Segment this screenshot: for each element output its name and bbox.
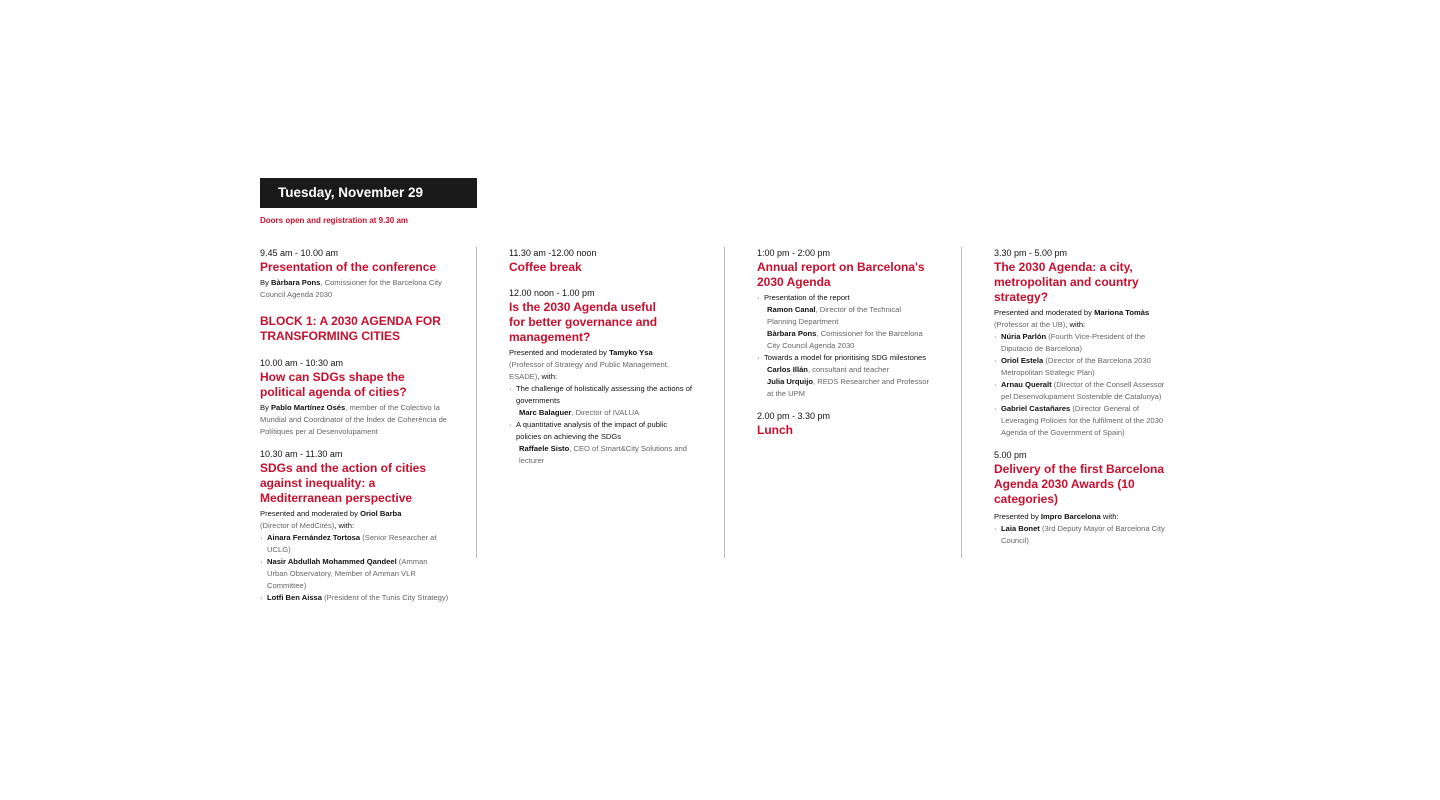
date-header: Tuesday, November 29 (260, 178, 477, 208)
panelist-item: · Núria Parlón (Fourth Vice-President of the Diputació de Barcelona) (994, 331, 1170, 355)
session-title: Delivery of the first Barcelona Agenda 2030 Awards (10 categories) (994, 462, 1165, 506)
session-title: Lunch (757, 423, 793, 437)
session-time: 9.45 am - 10.00 am (260, 248, 339, 258)
session-time: 5.00 pm (994, 450, 1027, 460)
talk-speaker: Carlos Illán, consultant and teacher (767, 365, 889, 374)
session-title: Presentation of the conference (260, 260, 437, 274)
session-moderator: Presented and moderated by Mariona Tomàs (Professor at the UB), with: (994, 308, 1150, 329)
talk-speaker: Julia Urquijo, REDS Researcher and Professor at the UPM (767, 377, 930, 398)
session-speaker: By Pablo Martínez Osés, member of the Colectivo la Mundial and Coordinator of the Índex de Coherència de Polítiques per al Desenvolupament (260, 403, 448, 436)
block-heading: BLOCK 1: A 2030 AGENDA FOR TRANSFORMING CITIES (260, 314, 441, 343)
session-title: The 2030 Agenda: a city, metropolitan and country strategy? (994, 260, 1139, 304)
session-presenter: Presented by Impro Barcelona with: (994, 512, 1119, 521)
column-divider (724, 247, 725, 558)
talk-item: · A quantitative analysis of the impact of public policies on achieving the SDGs (509, 419, 694, 443)
talk-speaker: Bàrbara Pons, Comissioner for the Barcelona City Council Agenda 2030 (767, 329, 923, 350)
schedule-column-1 (260, 247, 450, 604)
panelist-item: · Arnau Queralt (Director of the Consell Assessor pel Desenvolupament Sostenible de Catalunya) (994, 379, 1170, 403)
talk-speaker: Raffaele Sisto, CEO of Smart&City Solutions and lecturer (519, 444, 687, 465)
panelist-item: · Lotfi Ben Aissa (President of the Tunis City Strategy) (260, 592, 450, 604)
session-title: How can SDGs shape the political agenda of cities? (260, 370, 407, 399)
panelist-item: · Laia Bonet (3rd Deputy Mayor of Barcelona City Council) (994, 523, 1170, 547)
session-time: 10.30 am - 11.30 am (260, 449, 343, 459)
schedule-column-3 (757, 247, 932, 440)
talk-speaker: Ramon Canal, Director of the Technical Planning Department (767, 305, 902, 326)
column-divider (961, 247, 962, 558)
session-speaker: By Bàrbara Pons, Comissioner for the Barcelona City Council Agenda 2030 (260, 278, 442, 299)
talk-speaker: Marc Balaguer, Director of IVALUA (519, 408, 640, 417)
column-divider (476, 247, 477, 558)
panelist-item: · Oriol Estela (Director of the Barcelona 2030 Metropolitan Strategic Plan) (994, 355, 1170, 379)
schedule-column-2 (509, 247, 694, 467)
session-time: 10.00 am - 10:30 am (260, 358, 344, 368)
session-time: 11.30 am -12.00 noon (509, 248, 597, 258)
session-time: 12.00 noon - 1.00 pm (509, 288, 595, 298)
session-title: Coffee break (509, 260, 582, 274)
session-title: Annual report on Barcelona's 2030 Agenda (757, 260, 925, 289)
session-title: Is the 2030 Agenda useful for better governance and management? (509, 300, 658, 344)
talk-item: · The challenge of holistically assessing the actions of governments (509, 383, 694, 407)
talk-item: · Presentation of the report (757, 292, 932, 304)
panelist-item: · Gabriel Castañares (Director General of Leveraging Policies for the fulfilment of the 2030 Agenda of the Government of Spain) (994, 403, 1170, 439)
doors-open-note: Doors open and registration at 9.30 am (260, 216, 409, 225)
panelist-item: · Ainara Fernández Tortosa (Senior Researcher at UCLG) (260, 532, 450, 556)
schedule-column-4 (994, 247, 1170, 547)
talk-item: · Towards a model for prioritising SDG milestones (757, 352, 932, 364)
session-time: 3.30 pm - 5.00 pm (994, 248, 1068, 258)
panelist-item: · Nasir Abdullah Mohammed Qandeel (Amman Urban Observatory, Member of Amman VLR Committee) (260, 556, 450, 592)
session-moderator: Presented and moderated by Oriol Barba (Director of MedCités), with: (260, 509, 402, 530)
session-moderator: Presented and moderated by Tamyko Ysa (Professor of Strategy and Public Management. ESADE), with: (509, 348, 669, 381)
session-time: 1:00 pm - 2:00 pm (757, 248, 831, 258)
session-time: 2.00 pm - 3.30 pm (757, 411, 831, 421)
session-title: SDGs and the action of cities against inequality: a Mediterranean perspective (260, 461, 427, 505)
